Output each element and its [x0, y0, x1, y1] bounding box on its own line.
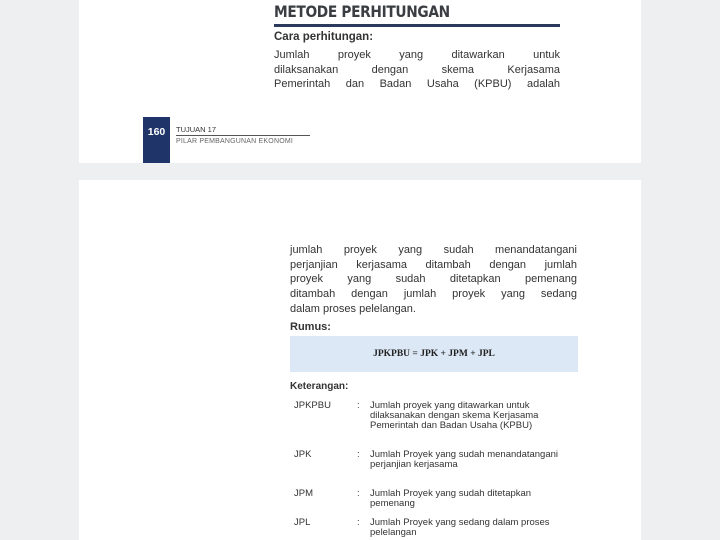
- definition-term: JPM: [294, 488, 313, 499]
- definition-description: Jumlah Proyek yang sedang dalam proses pelelangan: [370, 517, 550, 538]
- paragraph-line: dalam proses pelelangan.: [290, 302, 416, 315]
- definition-description: Jumlah proyek yang ditawarkan untuk dilaksanakan dengan skema Kerjasama Pemerintah dan Badan Usaha (KPBU): [370, 400, 539, 431]
- paragraph-line: jumlah proyek yang sudah menandatangani: [290, 244, 577, 256]
- legend-heading: Keterangan:: [290, 381, 349, 392]
- definition-colon: :: [357, 488, 360, 499]
- definition-term: JPK: [294, 449, 312, 460]
- title-underline: [274, 24, 560, 27]
- definition-colon: :: [357, 400, 360, 411]
- formula-heading: Rumus:: [290, 321, 331, 333]
- pillar-label: PILAR PEMBANGUNAN EKONOMI: [176, 138, 294, 145]
- continued-paragraph: [290, 243, 577, 317]
- paragraph-line: proyek yang sudah ditetapkan pemenang: [290, 273, 577, 286]
- formula-box: [290, 336, 578, 372]
- definition-description: Jumlah Proyek yang sudah menandatangani perjanjian kerjasama: [370, 449, 559, 470]
- paragraph-line: perjanjian kerjasama ditambah dengan jumlah: [290, 258, 577, 271]
- section-title: METODE PERHITUNGAN: [274, 2, 450, 21]
- calculation-heading: Cara perhitungan:: [274, 31, 374, 43]
- definition-term: JPL: [294, 517, 311, 528]
- definition-colon: :: [357, 449, 360, 460]
- calculation-paragraph: [274, 48, 560, 92]
- footer-divider: [176, 135, 310, 136]
- paragraph-line: Pemerintah dan Badan Usaha (KPBU) adalah: [274, 78, 560, 90]
- goal-label: TUJUAN 17: [176, 125, 217, 134]
- paragraph-line: dilaksanakan dengan skema Kerjasama: [274, 63, 560, 76]
- definition-colon: :: [357, 517, 360, 528]
- paragraph-line: Jumlah proyek yang ditawarkan untuk: [274, 49, 560, 61]
- document-page-top: [79, 0, 641, 163]
- paragraph-line: ditambah dengan jumlah proyek yang sedang: [290, 288, 577, 301]
- page-number-badge: 160: [143, 117, 170, 163]
- document-page-bottom: [79, 180, 641, 540]
- formula-text: JPKPBU = JPK + JPM + JPL: [373, 349, 495, 359]
- definition-description: Jumlah Proyek yang sudah ditetapkan pemenang: [370, 488, 532, 509]
- definition-term: JPKPBU: [294, 400, 331, 411]
